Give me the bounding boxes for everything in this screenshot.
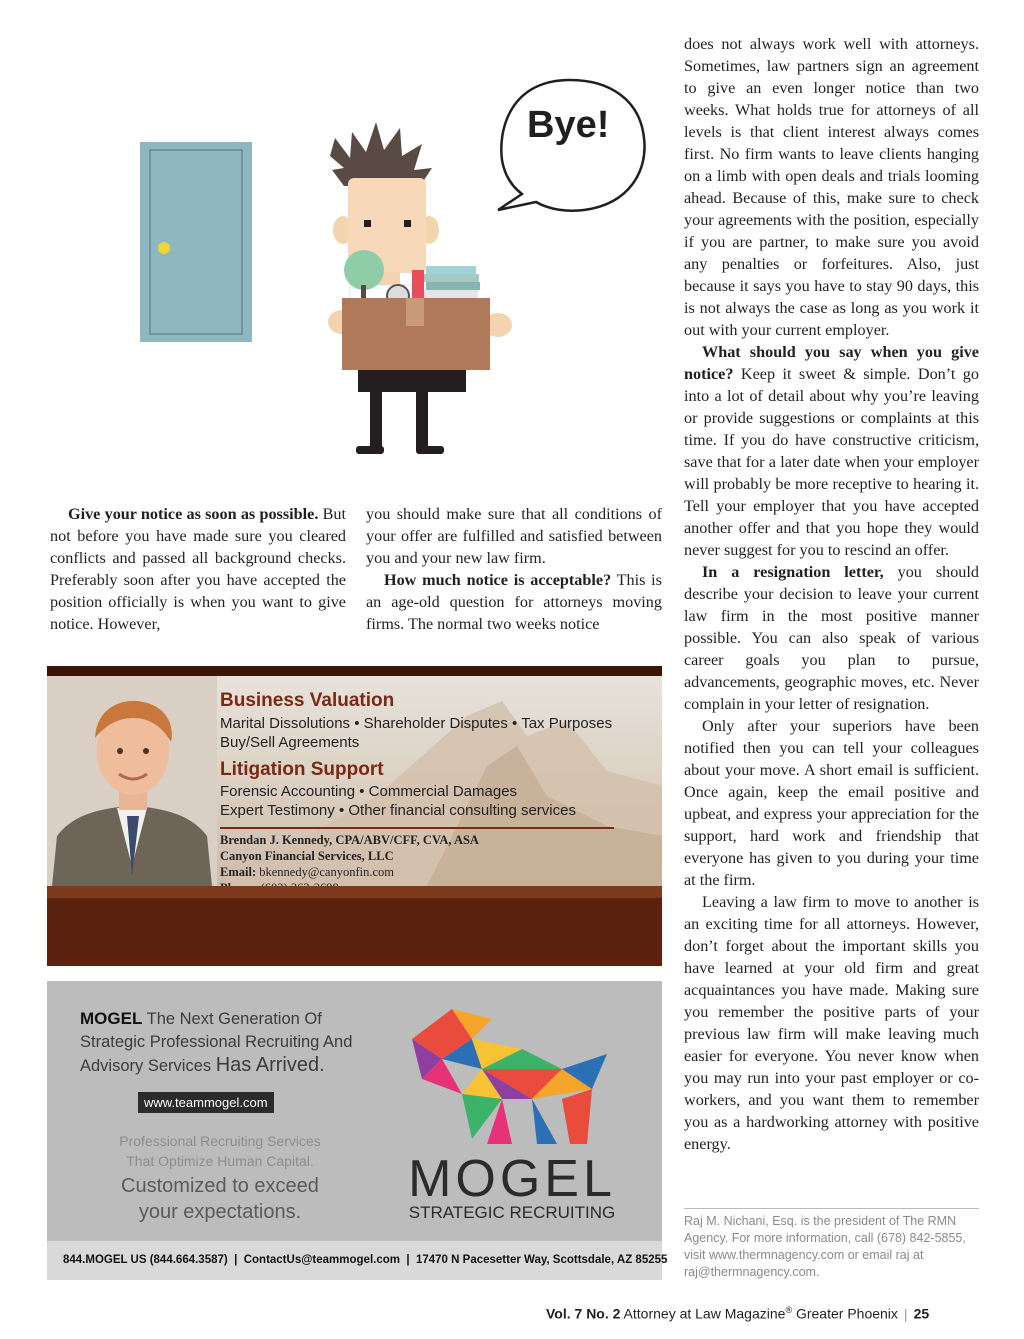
mogel-slogan-line: Customized to exceed	[121, 1175, 319, 1197]
ad-contact-label: Email:	[220, 865, 257, 879]
run-in-heading: What should you say when you give notice?	[684, 343, 979, 383]
paragraph-text: Keep it sweet & simple. Don’t go into a lot of detail about why you’re leaving or provide suggestions or complaints at this time. If you do have constructive criticism, save that for a later date when your employer will probably be more receptive to hearing it. Tell your employer that you have accepted another offer and that you hope they would never suggest for you to rescind an offer.	[684, 365, 979, 559]
article-column-2	[366, 503, 662, 635]
ad-contact-value: bkennedy@canyonfin.com	[256, 865, 394, 879]
paragraph: Leaving a law firm to move to another is an exciting time for all attorneys. However, don’t forget about the important skills you have learned at your old firm and great acquaintances you have made. Making sure you remember the positive parts of your previous law firm will make leaving much easier for everyone. You never know when you may run into your past employer or co-workers, and you want them to remember you as a hardworking attorney with positive energy.	[684, 893, 979, 1153]
ad-heading-litigation-support: Litigation Support	[220, 759, 384, 780]
paragraph-text: But not before you have made sure you cleared conflicts and passed all background checks. Preferably soon after you have accepted the position officially is when you want to give notice. However,	[50, 505, 346, 633]
page-number: 25	[913, 1305, 930, 1322]
footer-magazine-title: Attorney at Law Magazine	[620, 1305, 786, 1322]
paragraph	[684, 561, 979, 715]
hair-icon	[330, 122, 432, 186]
mogel-slogan-line: your expectations.	[138, 1201, 302, 1223]
run-in-heading: Give your notice as soon as possible.	[68, 505, 319, 523]
ad-top-bar	[47, 666, 662, 676]
mogel-recruiting-ad[interactable]	[47, 981, 668, 1280]
paragraph: does not always work well with attorneys. Sometimes, law partners sign an agreement to give an even longer notice than two weeks. What holds true for attorneys of all levels is that client interest always comes first. No firm wants to leave clients hanging on a limb with open deals and trials looming ahead. Because of this, make sure to check your agreements with the position, especially if you are partner, to make sure you avoid any penalties or forfeitures. Also, just because it says you have to stay 90 days, this is not always the case as long as you work it out with your current employer.	[684, 35, 979, 339]
footer-region: Greater Phoenix	[792, 1305, 898, 1322]
illustration	[130, 60, 650, 470]
mogel-tagline-emphasis: Has Arrived.	[215, 1054, 325, 1076]
mogel-tagline	[80, 1007, 380, 1078]
mogel-website-link[interactable]: www.teammogel.com	[138, 1092, 274, 1113]
author-bio-text: Raj M. Nichani, Esq. is the president of The RMN Agency. For more information, call (678) 842-5855, visit www.thermnagency.com or email raj at raj@thermnagency.com.	[684, 1214, 966, 1279]
paragraph	[50, 503, 346, 635]
ad-bottom-band	[47, 898, 662, 966]
mogel-services-text	[90, 1131, 350, 1225]
mogel-lion-logo-icon	[392, 999, 632, 1159]
mogel-services-line: That Optimize Human Capital.	[126, 1153, 314, 1169]
ad-services-line: Expert Testimony • Other financial consulting services	[220, 802, 576, 819]
bio-divider	[684, 1208, 979, 1209]
mogel-tagline-line: Advisory Services	[80, 1057, 216, 1075]
paragraph-text: you should describe your decision to leave your current law firm in the most positive manner possible. You can also speak of various career goals you plan to pursue, advancements, geographic moves, etc. Never complain in your letter of resignation.	[684, 563, 979, 713]
ad-contact-name: Brendan J. Kennedy, CPA/ABV/CFF, CVA, ASA	[220, 833, 479, 847]
run-in-heading: How much notice is acceptable?	[384, 571, 612, 589]
speech-text: Bye!	[527, 104, 610, 146]
plant-icon	[344, 250, 384, 290]
paragraph	[366, 569, 662, 635]
ad-services-line: Forensic Accounting • Commercial Damages	[220, 783, 518, 800]
footer-separator: |	[903, 1305, 908, 1322]
ad-divider	[220, 827, 614, 829]
ad-services-line: Buy/Sell Agreements	[220, 734, 360, 751]
article-column-1	[50, 503, 346, 635]
footer-volume: Vol. 7 No. 2	[546, 1305, 621, 1322]
mogel-tagline-line: Strategic Professional Recruiting And	[80, 1033, 353, 1051]
ad-services-line: Marital Dissolutions • Shareholder Disputes • Tax Purposes	[220, 715, 613, 732]
footer-registered-mark: ®	[785, 1305, 793, 1315]
mogel-services-line: Professional Recruiting Services	[119, 1133, 321, 1149]
paragraph: Only after your superiors have been notified then you can tell your colleagues about your move. A short email is sufficient. Once again, keep the email positive and upbeat, and express your appreciation for the support, hard work and friendship that everyone has given to you during your time at the firm.	[684, 717, 979, 889]
page-footer	[546, 1305, 929, 1322]
portrait-photo-icon	[47, 676, 217, 886]
article-column-3	[684, 33, 979, 1155]
paragraph-text: This is an age-old question for attorneys moving firms. The normal two weeks notice	[366, 571, 662, 633]
ad-contact-company: Canyon Financial Services, LLC	[220, 849, 394, 863]
mogel-logo-wordmark: MOGEL	[408, 1150, 616, 1208]
ad-strip	[47, 886, 662, 898]
mogel-footer-bar	[47, 1241, 668, 1280]
door-icon	[140, 142, 252, 342]
mogel-logo-subtitle: STRATEGIC RECRUITING	[408, 1203, 616, 1222]
author-bio	[684, 1213, 979, 1281]
canyon-financial-ad[interactable]	[47, 666, 662, 966]
paragraph	[684, 341, 979, 561]
run-in-heading: In a resignation letter,	[702, 563, 884, 581]
ad-contact-email[interactable]	[220, 864, 479, 880]
paragraph: you should make sure that all conditions of your offer are fulfilled and satisfied between you and your new law firm.	[366, 505, 662, 567]
ad-heading-business-valuation: Business Valuation	[220, 690, 395, 711]
books-icon	[412, 266, 480, 298]
ad-photo-panel	[47, 676, 662, 886]
mogel-contact-line: 844.MOGEL US (844.664.3587) | ContactUs@teammogel.com | 17470 N Pacesetter Way, Scottsdale, AZ 85255	[63, 1254, 668, 1266]
mogel-brand-inline: MOGEL	[80, 1009, 143, 1028]
mogel-tagline-line: The Next Generation Of	[142, 1010, 322, 1028]
